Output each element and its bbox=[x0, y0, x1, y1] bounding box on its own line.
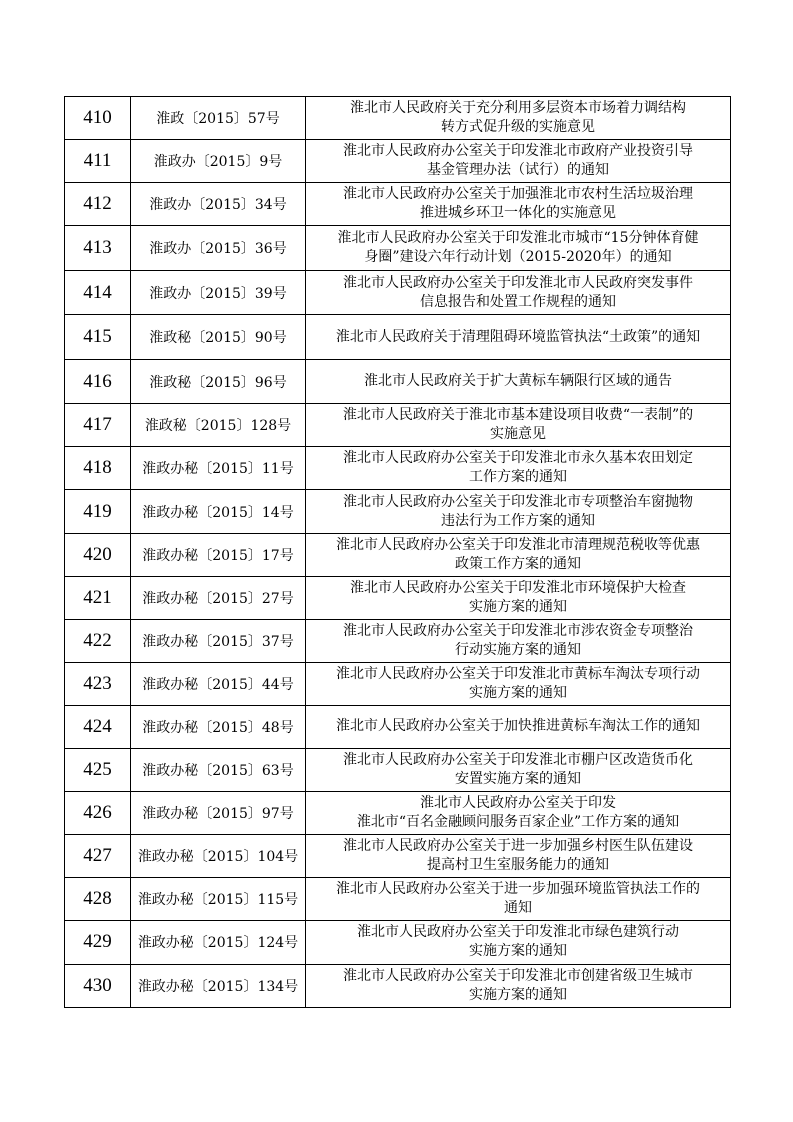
row-number: 426 bbox=[65, 792, 131, 835]
row-number: 416 bbox=[65, 359, 131, 404]
row-number: 413 bbox=[65, 226, 131, 271]
table-row bbox=[65, 921, 731, 964]
row-number: 411 bbox=[65, 140, 131, 183]
document-number: 淮政办〔2015〕39号 bbox=[131, 270, 306, 315]
document-title: 淮北市人民政府关于淮北市基本建设项目收费“一表制”的 实施意见 bbox=[306, 404, 731, 447]
row-number: 422 bbox=[65, 619, 131, 662]
document-number: 淮政办秘〔2015〕17号 bbox=[131, 533, 306, 576]
table-row bbox=[65, 490, 731, 533]
table-row bbox=[65, 662, 731, 705]
table-row bbox=[65, 226, 731, 271]
row-number: 421 bbox=[65, 576, 131, 619]
row-number: 429 bbox=[65, 921, 131, 964]
row-number: 419 bbox=[65, 490, 131, 533]
document-title: 淮北市人民政府办公室关于印发淮北市黄标车淘汰专项行动 实施方案的通知 bbox=[306, 662, 731, 705]
document-title: 淮北市人民政府办公室关于印发淮北市绿色建筑行动 实施方案的通知 bbox=[306, 921, 731, 964]
document-title: 淮北市人民政府办公室关于印发淮北市环境保护大检查 实施方案的通知 bbox=[306, 576, 731, 619]
row-number: 425 bbox=[65, 749, 131, 792]
document-number: 淮政办秘〔2015〕97号 bbox=[131, 792, 306, 835]
row-number: 423 bbox=[65, 662, 131, 705]
table-row bbox=[65, 964, 731, 1007]
table-row bbox=[65, 705, 731, 748]
row-number: 417 bbox=[65, 404, 131, 447]
table-row bbox=[65, 140, 731, 183]
table-row bbox=[65, 878, 731, 921]
document-number: 淮政秘〔2015〕128号 bbox=[131, 404, 306, 447]
table-row bbox=[65, 359, 731, 404]
document-title: 淮北市人民政府办公室关于印发淮北市人民政府突发事件 信息报告和处置工作规程的通知 bbox=[306, 270, 731, 315]
row-number: 430 bbox=[65, 964, 131, 1007]
document-number: 淮政秘〔2015〕96号 bbox=[131, 359, 306, 404]
document-number: 淮政办秘〔2015〕48号 bbox=[131, 705, 306, 748]
row-number: 410 bbox=[65, 97, 131, 140]
document-number: 淮政办秘〔2015〕124号 bbox=[131, 921, 306, 964]
document-title: 淮北市人民政府关于清理阻碍环境监管执法“土政策”的通知 bbox=[306, 315, 731, 360]
row-number: 418 bbox=[65, 447, 131, 490]
document-title: 淮北市人民政府办公室关于印发淮北市涉农资金专项整治 行动实施方案的通知 bbox=[306, 619, 731, 662]
document-title: 淮北市人民政府关于充分利用多层资本市场着力调结构 转方式促升级的实施意见 bbox=[306, 97, 731, 140]
document-title: 淮北市人民政府办公室关于印发淮北市政府产业投资引导 基金管理办法（试行）的通知 bbox=[306, 140, 731, 183]
document-number: 淮政办秘〔2015〕37号 bbox=[131, 619, 306, 662]
row-number: 420 bbox=[65, 533, 131, 576]
row-number: 412 bbox=[65, 183, 131, 226]
table-body bbox=[65, 97, 731, 1008]
document-title: 淮北市人民政府办公室关于进一步加强环境监管执法工作的 通知 bbox=[306, 878, 731, 921]
table-row bbox=[65, 315, 731, 360]
table-row bbox=[65, 619, 731, 662]
document-title: 淮北市人民政府办公室关于印发淮北市棚户区改造货币化 安置实施方案的通知 bbox=[306, 749, 731, 792]
document-title: 淮北市人民政府办公室关于印发淮北市永久基本农田划定 工作方案的通知 bbox=[306, 447, 731, 490]
table-row bbox=[65, 533, 731, 576]
document-title: 淮北市人民政府办公室关于印发淮北市创建省级卫生城市 实施方案的通知 bbox=[306, 964, 731, 1007]
document-title: 淮北市人民政府办公室关于进一步加强乡村医生队伍建设 提高村卫生室服务能力的通知 bbox=[306, 835, 731, 878]
document-number: 淮政办〔2015〕9号 bbox=[131, 140, 306, 183]
document-title: 淮北市人民政府办公室关于加强淮北市农村生活垃圾治理 推进城乡环卫一体化的实施意见 bbox=[306, 183, 731, 226]
document-table bbox=[64, 96, 731, 1008]
table-row bbox=[65, 404, 731, 447]
document-number: 淮政办秘〔2015〕11号 bbox=[131, 447, 306, 490]
document-title: 淮北市人民政府办公室关于印发淮北市专项整治车窗抛物 违法行为工作方案的通知 bbox=[306, 490, 731, 533]
table-row bbox=[65, 835, 731, 878]
row-number: 414 bbox=[65, 270, 131, 315]
table-row bbox=[65, 270, 731, 315]
table-row bbox=[65, 183, 731, 226]
document-number: 淮政办秘〔2015〕134号 bbox=[131, 964, 306, 1007]
document-title: 淮北市人民政府办公室关于印发淮北市清理规范税收等优惠 政策工作方案的通知 bbox=[306, 533, 731, 576]
table-row bbox=[65, 97, 731, 140]
row-number: 424 bbox=[65, 705, 131, 748]
row-number: 415 bbox=[65, 315, 131, 360]
document-number: 淮政办秘〔2015〕27号 bbox=[131, 576, 306, 619]
document-number: 淮政〔2015〕57号 bbox=[131, 97, 306, 140]
document-number: 淮政办秘〔2015〕115号 bbox=[131, 878, 306, 921]
document-title: 淮北市人民政府关于扩大黄标车辆限行区域的通告 bbox=[306, 359, 731, 404]
document-number: 淮政办秘〔2015〕44号 bbox=[131, 662, 306, 705]
row-number: 427 bbox=[65, 835, 131, 878]
document-number: 淮政办秘〔2015〕14号 bbox=[131, 490, 306, 533]
document-title: 淮北市人民政府办公室关于加快推进黄标车淘汰工作的通知 bbox=[306, 705, 731, 748]
table-row bbox=[65, 792, 731, 835]
document-number: 淮政办秘〔2015〕104号 bbox=[131, 835, 306, 878]
document-number: 淮政办〔2015〕36号 bbox=[131, 226, 306, 271]
document-number: 淮政办〔2015〕34号 bbox=[131, 183, 306, 226]
row-number: 428 bbox=[65, 878, 131, 921]
table-row bbox=[65, 447, 731, 490]
table-row bbox=[65, 749, 731, 792]
table-row bbox=[65, 576, 731, 619]
document-title: 淮北市人民政府办公室关于印发 淮北市“百名金融顾问服务百家企业”工作方案的通知 bbox=[306, 792, 731, 835]
document-number: 淮政办秘〔2015〕63号 bbox=[131, 749, 306, 792]
document-title: 淮北市人民政府办公室关于印发淮北市城市“15分钟体育健 身圈”建设六年行动计划（2015-2020年）的通知 bbox=[306, 226, 731, 271]
document-number: 淮政秘〔2015〕90号 bbox=[131, 315, 306, 360]
